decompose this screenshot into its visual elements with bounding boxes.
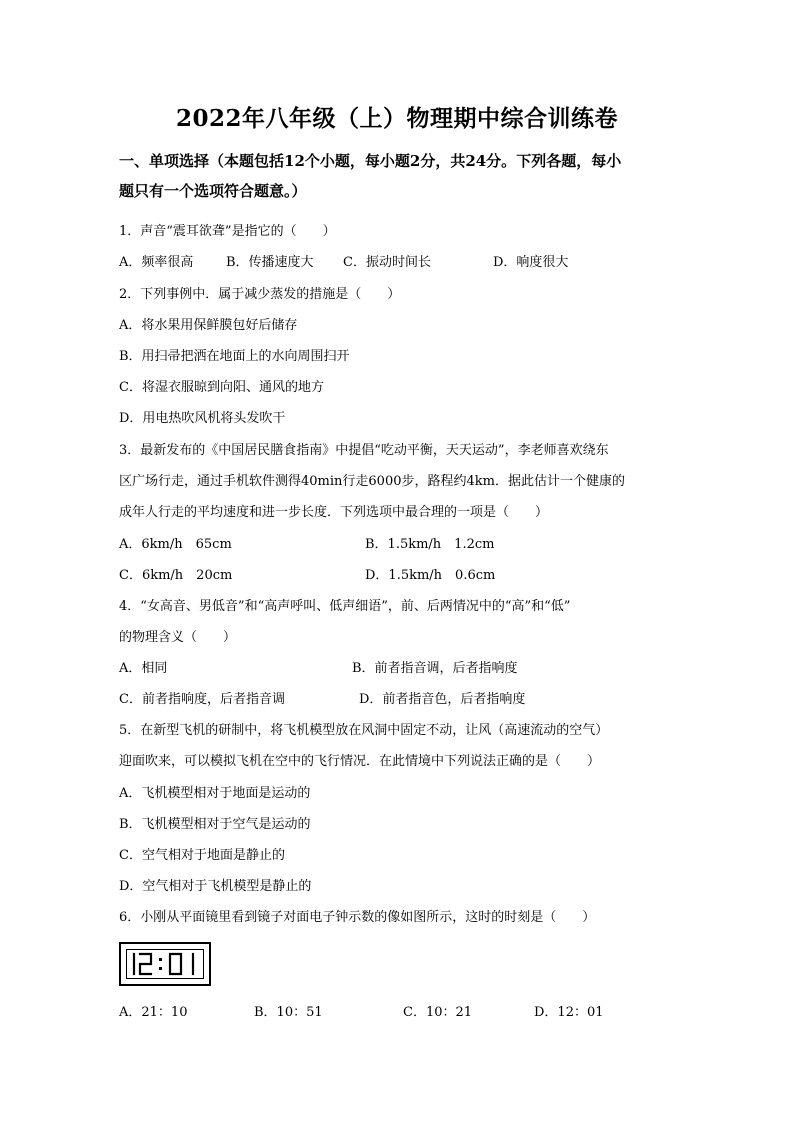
q4-option-c: C．前者指响度，后者指音调 — [119, 692, 285, 707]
q4-stem-line1: 4．“女高音、男低音”和“高声呼叫、低声细语”，前、后两情况中的“高”和“低” — [119, 599, 571, 614]
q2-option-a: A．将水果用保鲜膜包好后储存 — [119, 318, 298, 333]
q2-option-c: C．将湿衣服晾到向阳、通风的地方 — [119, 380, 324, 395]
q1-option-b: B．传播速度大 — [226, 255, 314, 270]
q1-option-d: D．响度很大 — [493, 255, 569, 270]
q1-stem: 1．声音“震耳欲聋”是指它的（ ） — [119, 224, 336, 239]
q3-option-c: C．6km/h 20cm — [119, 568, 233, 583]
section-heading-line2: 题只有一个选项符合题意。） — [119, 182, 307, 200]
q3-option-d: D．1.5km/h 0.6cm — [365, 568, 496, 583]
q6-option-c: C．10：21 — [403, 1005, 473, 1020]
q6-option-b: B．10：51 — [254, 1005, 323, 1020]
mirror-clock-figure — [119, 942, 211, 986]
q6-stem: 6．小刚从平面镜里看到镜子对面电子钟示数的像如图所示，这时的时刻是（ ） — [119, 910, 596, 925]
q5-stem-line2: 迎面吹来，可以模拟飞机在空中的飞行情况．在此情境中下列说法正确的是（ ） — [119, 754, 601, 769]
section-heading — [119, 146, 679, 206]
q3-stem-line2: 区广场行走，通过手机软件测得40min行走6000步，路程约4km．据此估计一个健康的 — [119, 474, 625, 489]
q4-option-a: A．相同 — [119, 661, 168, 676]
q4-option-d: D．前者指音色，后者指响度 — [359, 692, 526, 707]
clock-display — [126, 949, 204, 979]
q5-option-d: D．空气相对于飞机模型是静止的 — [119, 879, 312, 894]
q3-option-a: A．6km/h 65cm — [119, 537, 232, 552]
q3-stem-line3: 成年人行走的平均速度和进一步长度．下列选项中最合理的一项是（ ） — [119, 505, 549, 520]
q5-option-a: A．飞机模型相对于地面是运动的 — [119, 786, 311, 801]
q3-option-b: B．1.5km/h 1.2cm — [365, 537, 495, 552]
q4-stem-line2: 的物理含义（ ） — [119, 630, 237, 645]
q2-option-b: B．用扫帚把洒在地面上的水向周围扫开 — [119, 349, 350, 364]
exam-title: 2022年八年级（上）物理期中综合训练卷 — [175, 105, 618, 132]
q4-option-b: B．前者指音调，后者指响度 — [352, 661, 518, 676]
q2-stem: 2．下列事例中．属于减少蒸发的措施是（ ） — [119, 287, 401, 302]
q1-option-c: C．振动时间长 — [343, 255, 431, 270]
q5-stem-line1: 5．在新型飞机的研制中，将飞机模型放在风洞中固定不动，让风（高速流动的空气） — [119, 723, 609, 738]
q2-option-d: D．用电热吹风机将头发吹干 — [119, 411, 286, 426]
q5-option-c: C．空气相对于地面是静止的 — [119, 848, 285, 863]
section-heading-line1: 一、单项选择（本题包括12个小题，每小题2分，共24分。下列各题，每小 — [119, 152, 622, 170]
q6-option-d: D．12：01 — [534, 1005, 604, 1020]
clock-digits — [127, 951, 203, 977]
q3-stem-line1: 3．最新发布的《中国居民膳食指南》中提倡“吃动平衡，天天运动”，李老师喜欢绕东 — [119, 443, 609, 458]
q1-option-a: A．频率很高 — [119, 255, 194, 270]
q5-option-b: B．飞机模型相对于空气是运动的 — [119, 817, 311, 832]
q6-option-a: A．21：10 — [119, 1005, 188, 1020]
